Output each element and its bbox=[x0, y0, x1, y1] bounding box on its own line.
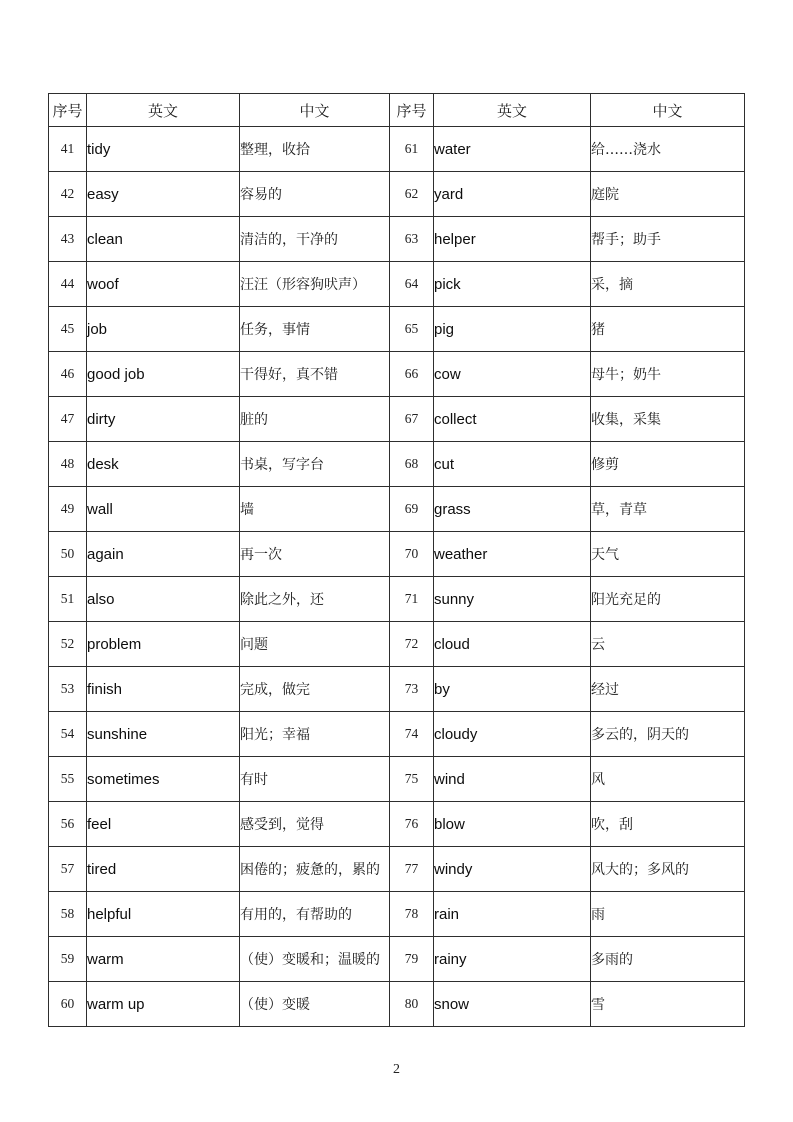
chinese-meaning-cell: 墙 bbox=[240, 487, 390, 532]
row-number-cell: 72 bbox=[390, 622, 434, 667]
chinese-meaning-cell: 天气 bbox=[591, 532, 745, 577]
table-body bbox=[49, 127, 745, 1027]
row-number-cell: 42 bbox=[49, 172, 87, 217]
row-number-cell: 52 bbox=[49, 622, 87, 667]
column-header: 英文 bbox=[87, 94, 240, 127]
chinese-meaning-cell: 有时 bbox=[240, 757, 390, 802]
chinese-meaning-cell: 母牛；奶牛 bbox=[591, 352, 745, 397]
english-word-cell: weather bbox=[434, 532, 591, 577]
chinese-meaning-cell: 有用的，有帮助的 bbox=[240, 892, 390, 937]
english-word-cell: blow bbox=[434, 802, 591, 847]
header-row bbox=[49, 94, 745, 127]
chinese-meaning-cell: 完成，做完 bbox=[240, 667, 390, 712]
row-number-cell: 63 bbox=[390, 217, 434, 262]
chinese-meaning-cell: （使）变暖和；温暖的 bbox=[240, 937, 390, 982]
english-word-cell: sometimes bbox=[87, 757, 240, 802]
chinese-meaning-cell: 给……浇水 bbox=[591, 127, 745, 172]
chinese-meaning-cell: 云 bbox=[591, 622, 745, 667]
english-word-cell: cloudy bbox=[434, 712, 591, 757]
table-row bbox=[49, 532, 745, 577]
english-word-cell: rain bbox=[434, 892, 591, 937]
chinese-meaning-cell: 猪 bbox=[591, 307, 745, 352]
chinese-meaning-cell: 多云的，阴天的 bbox=[591, 712, 745, 757]
english-word-cell: again bbox=[87, 532, 240, 577]
table-row bbox=[49, 442, 745, 487]
row-number-cell: 59 bbox=[49, 937, 87, 982]
row-number-cell: 70 bbox=[390, 532, 434, 577]
row-number-cell: 50 bbox=[49, 532, 87, 577]
table-row bbox=[49, 262, 745, 307]
page-number: 2 bbox=[393, 1062, 400, 1077]
chinese-meaning-cell: 收集，采集 bbox=[591, 397, 745, 442]
table-row bbox=[49, 667, 745, 712]
english-word-cell: grass bbox=[434, 487, 591, 532]
row-number-cell: 69 bbox=[390, 487, 434, 532]
row-number-cell: 57 bbox=[49, 847, 87, 892]
row-number-cell: 43 bbox=[49, 217, 87, 262]
row-number-cell: 41 bbox=[49, 127, 87, 172]
english-word-cell: good job bbox=[87, 352, 240, 397]
row-number-cell: 56 bbox=[49, 802, 87, 847]
table-row bbox=[49, 217, 745, 262]
chinese-meaning-cell: 困倦的；疲惫的，累的 bbox=[240, 847, 390, 892]
chinese-meaning-cell: 阳光；幸福 bbox=[240, 712, 390, 757]
english-word-cell: finish bbox=[87, 667, 240, 712]
row-number-cell: 61 bbox=[390, 127, 434, 172]
chinese-meaning-cell: 清洁的，干净的 bbox=[240, 217, 390, 262]
row-number-cell: 44 bbox=[49, 262, 87, 307]
english-word-cell: helpful bbox=[87, 892, 240, 937]
row-number-cell: 68 bbox=[390, 442, 434, 487]
english-word-cell: tidy bbox=[87, 127, 240, 172]
row-number-cell: 80 bbox=[390, 982, 434, 1027]
row-number-cell: 58 bbox=[49, 892, 87, 937]
chinese-meaning-cell: 除此之外，还 bbox=[240, 577, 390, 622]
chinese-meaning-cell: 问题 bbox=[240, 622, 390, 667]
english-word-cell: by bbox=[434, 667, 591, 712]
column-header: 中文 bbox=[591, 94, 745, 127]
row-number-cell: 49 bbox=[49, 487, 87, 532]
chinese-meaning-cell: 多雨的 bbox=[591, 937, 745, 982]
table-row bbox=[49, 757, 745, 802]
column-header: 序号 bbox=[390, 94, 434, 127]
chinese-meaning-cell: 任务，事情 bbox=[240, 307, 390, 352]
english-word-cell: helper bbox=[434, 217, 591, 262]
english-word-cell: snow bbox=[434, 982, 591, 1027]
table-row bbox=[49, 577, 745, 622]
row-number-cell: 45 bbox=[49, 307, 87, 352]
table-row bbox=[49, 892, 745, 937]
english-word-cell: wall bbox=[87, 487, 240, 532]
table-row bbox=[49, 307, 745, 352]
chinese-meaning-cell: 帮手；助手 bbox=[591, 217, 745, 262]
row-number-cell: 77 bbox=[390, 847, 434, 892]
chinese-meaning-cell: 阳光充足的 bbox=[591, 577, 745, 622]
english-word-cell: warm bbox=[87, 937, 240, 982]
english-word-cell: rainy bbox=[434, 937, 591, 982]
english-word-cell: pig bbox=[434, 307, 591, 352]
column-header: 中文 bbox=[240, 94, 390, 127]
chinese-meaning-cell: 感受到，觉得 bbox=[240, 802, 390, 847]
row-number-cell: 79 bbox=[390, 937, 434, 982]
table-row bbox=[49, 397, 745, 442]
row-number-cell: 74 bbox=[390, 712, 434, 757]
chinese-meaning-cell: 修剪 bbox=[591, 442, 745, 487]
row-number-cell: 71 bbox=[390, 577, 434, 622]
row-number-cell: 46 bbox=[49, 352, 87, 397]
chinese-meaning-cell: 脏的 bbox=[240, 397, 390, 442]
row-number-cell: 53 bbox=[49, 667, 87, 712]
english-word-cell: desk bbox=[87, 442, 240, 487]
chinese-meaning-cell: 风大的；多风的 bbox=[591, 847, 745, 892]
vocab-table bbox=[48, 93, 745, 1027]
chinese-meaning-cell: 吹，刮 bbox=[591, 802, 745, 847]
english-word-cell: wind bbox=[434, 757, 591, 802]
table-row bbox=[49, 172, 745, 217]
table-row bbox=[49, 982, 745, 1027]
english-word-cell: job bbox=[87, 307, 240, 352]
row-number-cell: 78 bbox=[390, 892, 434, 937]
row-number-cell: 73 bbox=[390, 667, 434, 712]
row-number-cell: 67 bbox=[390, 397, 434, 442]
row-number-cell: 51 bbox=[49, 577, 87, 622]
row-number-cell: 48 bbox=[49, 442, 87, 487]
row-number-cell: 64 bbox=[390, 262, 434, 307]
english-word-cell: woof bbox=[87, 262, 240, 307]
row-number-cell: 65 bbox=[390, 307, 434, 352]
english-word-cell: water bbox=[434, 127, 591, 172]
english-word-cell: sunshine bbox=[87, 712, 240, 757]
chinese-meaning-cell: 书桌，写字台 bbox=[240, 442, 390, 487]
english-word-cell: windy bbox=[434, 847, 591, 892]
chinese-meaning-cell: 草，青草 bbox=[591, 487, 745, 532]
english-word-cell: problem bbox=[87, 622, 240, 667]
english-word-cell: pick bbox=[434, 262, 591, 307]
table-row bbox=[49, 622, 745, 667]
chinese-meaning-cell: 容易的 bbox=[240, 172, 390, 217]
chinese-meaning-cell: 干得好，真不错 bbox=[240, 352, 390, 397]
column-header: 序号 bbox=[49, 94, 87, 127]
english-word-cell: warm up bbox=[87, 982, 240, 1027]
row-number-cell: 55 bbox=[49, 757, 87, 802]
row-number-cell: 47 bbox=[49, 397, 87, 442]
chinese-meaning-cell: 经过 bbox=[591, 667, 745, 712]
english-word-cell: cloud bbox=[434, 622, 591, 667]
table-row bbox=[49, 847, 745, 892]
chinese-meaning-cell: 采，摘 bbox=[591, 262, 745, 307]
english-word-cell: yard bbox=[434, 172, 591, 217]
row-number-cell: 76 bbox=[390, 802, 434, 847]
table-row bbox=[49, 712, 745, 757]
chinese-meaning-cell: 风 bbox=[591, 757, 745, 802]
chinese-meaning-cell: 雨 bbox=[591, 892, 745, 937]
english-word-cell: dirty bbox=[87, 397, 240, 442]
table-row bbox=[49, 352, 745, 397]
english-word-cell: easy bbox=[87, 172, 240, 217]
english-word-cell: collect bbox=[434, 397, 591, 442]
chinese-meaning-cell: 再一次 bbox=[240, 532, 390, 577]
chinese-meaning-cell: （使）变暖 bbox=[240, 982, 390, 1027]
table-row bbox=[49, 802, 745, 847]
row-number-cell: 75 bbox=[390, 757, 434, 802]
row-number-cell: 62 bbox=[390, 172, 434, 217]
chinese-meaning-cell: 庭院 bbox=[591, 172, 745, 217]
chinese-meaning-cell: 整理，收拾 bbox=[240, 127, 390, 172]
table-row bbox=[49, 937, 745, 982]
english-word-cell: cut bbox=[434, 442, 591, 487]
row-number-cell: 66 bbox=[390, 352, 434, 397]
english-word-cell: also bbox=[87, 577, 240, 622]
english-word-cell: feel bbox=[87, 802, 240, 847]
row-number-cell: 60 bbox=[49, 982, 87, 1027]
table-row bbox=[49, 127, 745, 172]
english-word-cell: cow bbox=[434, 352, 591, 397]
english-word-cell: tired bbox=[87, 847, 240, 892]
table-row bbox=[49, 487, 745, 532]
row-number-cell: 54 bbox=[49, 712, 87, 757]
english-word-cell: sunny bbox=[434, 577, 591, 622]
chinese-meaning-cell: 汪汪（形容狗吠声） bbox=[240, 262, 390, 307]
chinese-meaning-cell: 雪 bbox=[591, 982, 745, 1027]
english-word-cell: clean bbox=[87, 217, 240, 262]
column-header: 英文 bbox=[434, 94, 591, 127]
